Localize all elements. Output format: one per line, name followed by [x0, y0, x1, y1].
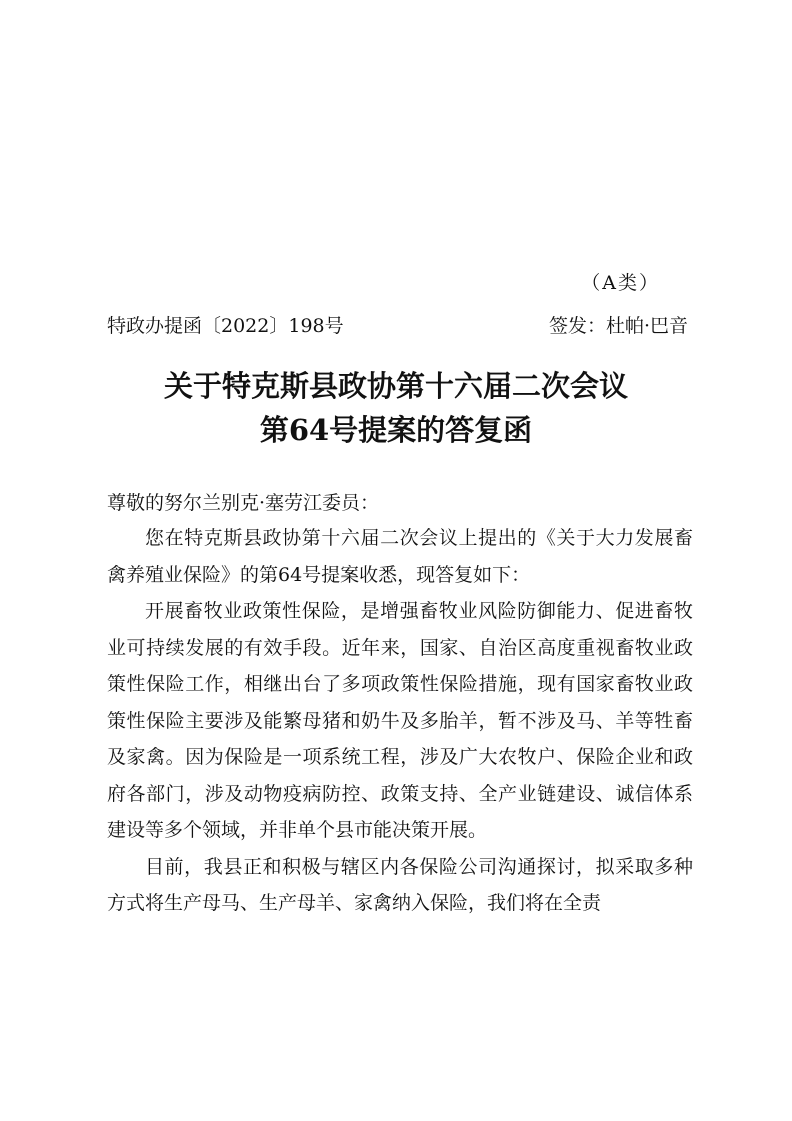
- classification-label: （A类）: [581, 272, 660, 294]
- paragraph-1: 您在特克斯县政协第十六届二次会议上提出的《关于大力发展畜禽养殖业保险》的第64号提案收悉，现答复如下：: [107, 527, 693, 586]
- title-line-2: 第64号提案的答复函: [259, 413, 533, 447]
- document-number: 特政办提函〔2022〕198号: [107, 315, 344, 337]
- signer-label: 签发：杜帕·巴音: [548, 315, 688, 337]
- title-line-1: 关于特克斯县政协第十六届二次会议: [163, 369, 628, 403]
- document-title: [0, 364, 792, 452]
- body-text: [107, 520, 693, 922]
- paragraph-3: 目前，我县正和积极与辖区内各保险公司沟通探讨，拟采取多种方式将生产母马、生产母羊、家禽纳入保险，我们将在全责: [107, 855, 693, 914]
- salutation: 尊敬的努尔兰别克·塞劳江委员：: [107, 492, 380, 514]
- paragraph-2: 开展畜牧业政策性保险，是增强畜牧业风险防御能力、促进畜牧业可持续发展的有效手段。近年来，国家、自治区高度重视畜牧业政策性保险工作，相继出台了多项政策性保险措施，现有国家畜牧业政策性保险主要涉及能繁母猪和奶牛及多胎羊，暂不涉及马、羊等牲畜及家禽。因为保险是一项系统工程，涉及广大农牧户、保险企业和政府各部门，涉及动物疫病防控、政策支持、全产业链建设、诚信体系建设等多个领域，并非单个县市能决策开展。: [107, 600, 693, 841]
